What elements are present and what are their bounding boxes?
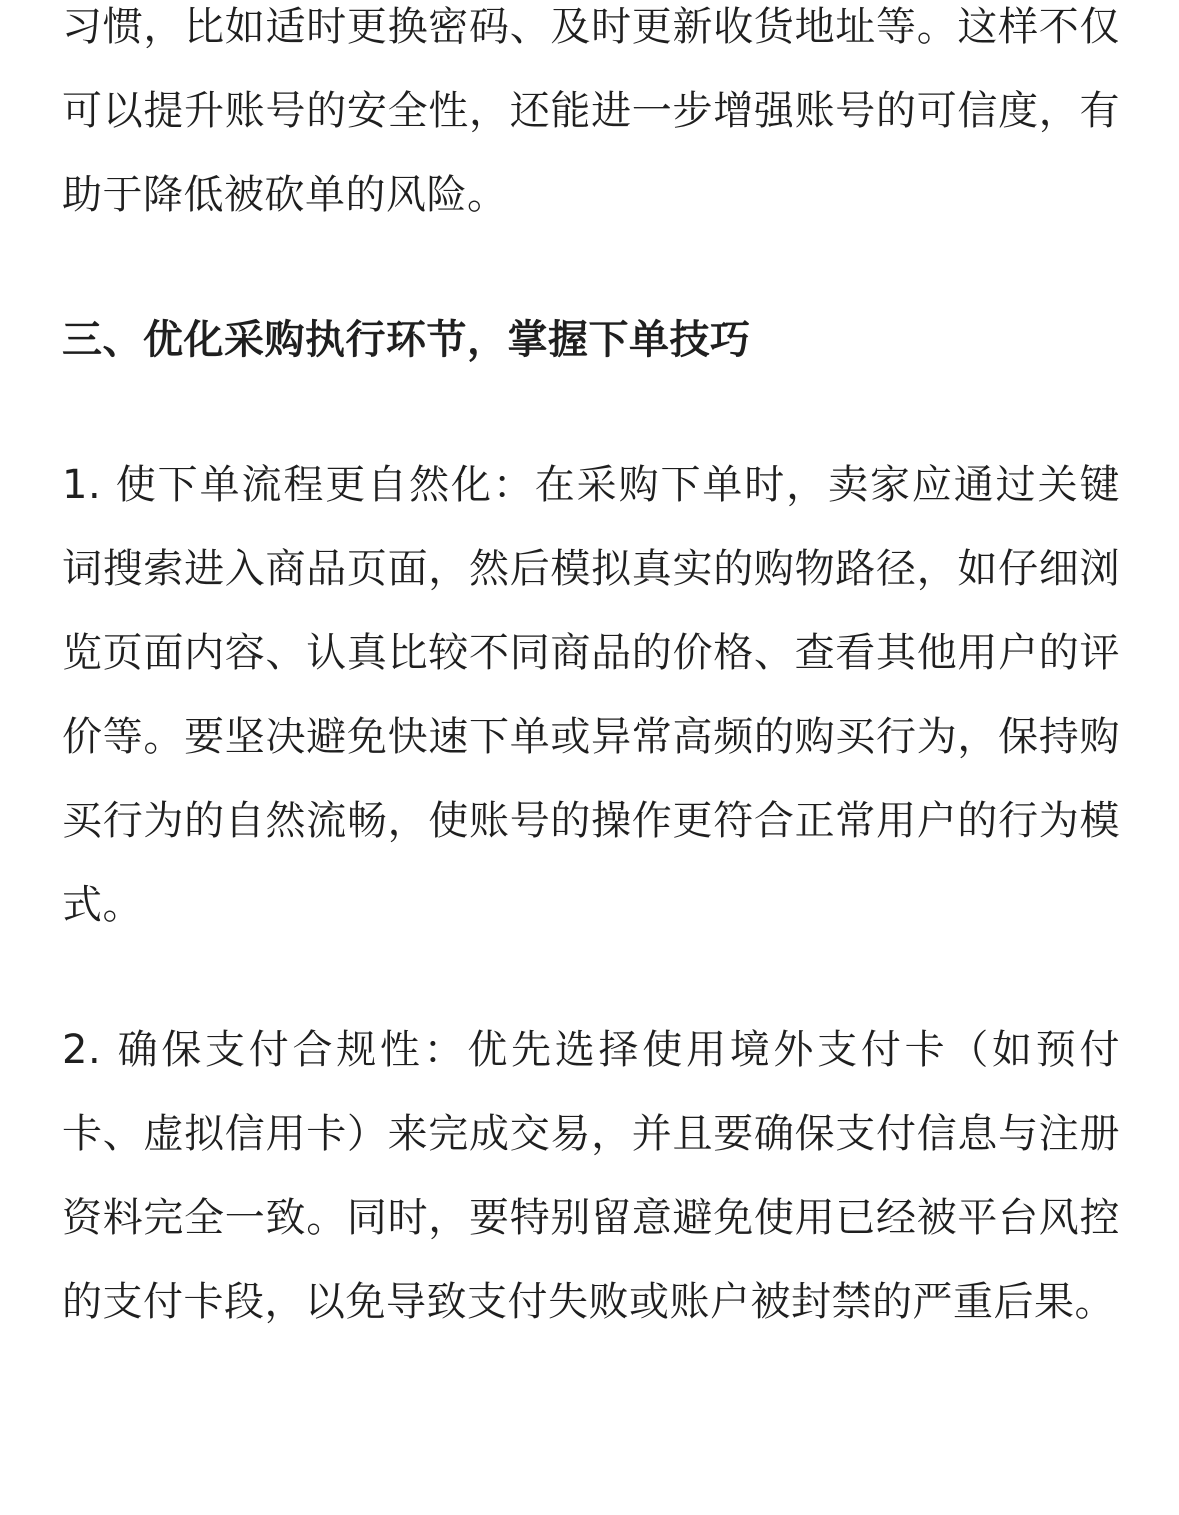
list-item: 2. 确保支付合规性：优先选择使用境外支付卡（如预付卡、虚拟信用卡）来完成交易，并且要确保支付信息与注册资料完全一致。同时，要特别留意避免使用已经被平台风控的支付卡段，以免导致支付失败或账户被封禁的严重后果。 xyxy=(62,1027,1120,1325)
spacer xyxy=(62,382,1120,443)
list-item: 1. 使下单流程更自然化：在采购下单时，卖家应通过关键词搜索进入商品页面，然后模拟真实的购物路径，如仔细浏览页面内容、认真比较不同商品的价格、查看其他用户的评价等。要坚决避免快速下单或异常高频的购买行为，保持购买行为的自然流畅，使账号的操作更符合正常用户的行为模式。 xyxy=(62,462,1120,928)
spacer xyxy=(62,237,1120,298)
section-heading: 三、优化采购执行环节，掌握下单技巧 xyxy=(62,317,751,363)
article-body xyxy=(62,0,1120,1344)
spacer xyxy=(62,947,1120,1008)
intro-paragraph: 习惯，比如适时更换密码、及时更新收货地址等。这样不仅可以提升账号的安全性，还能进一步增强账号的可信度，有助于降低被砍单的风险。 xyxy=(62,4,1120,218)
